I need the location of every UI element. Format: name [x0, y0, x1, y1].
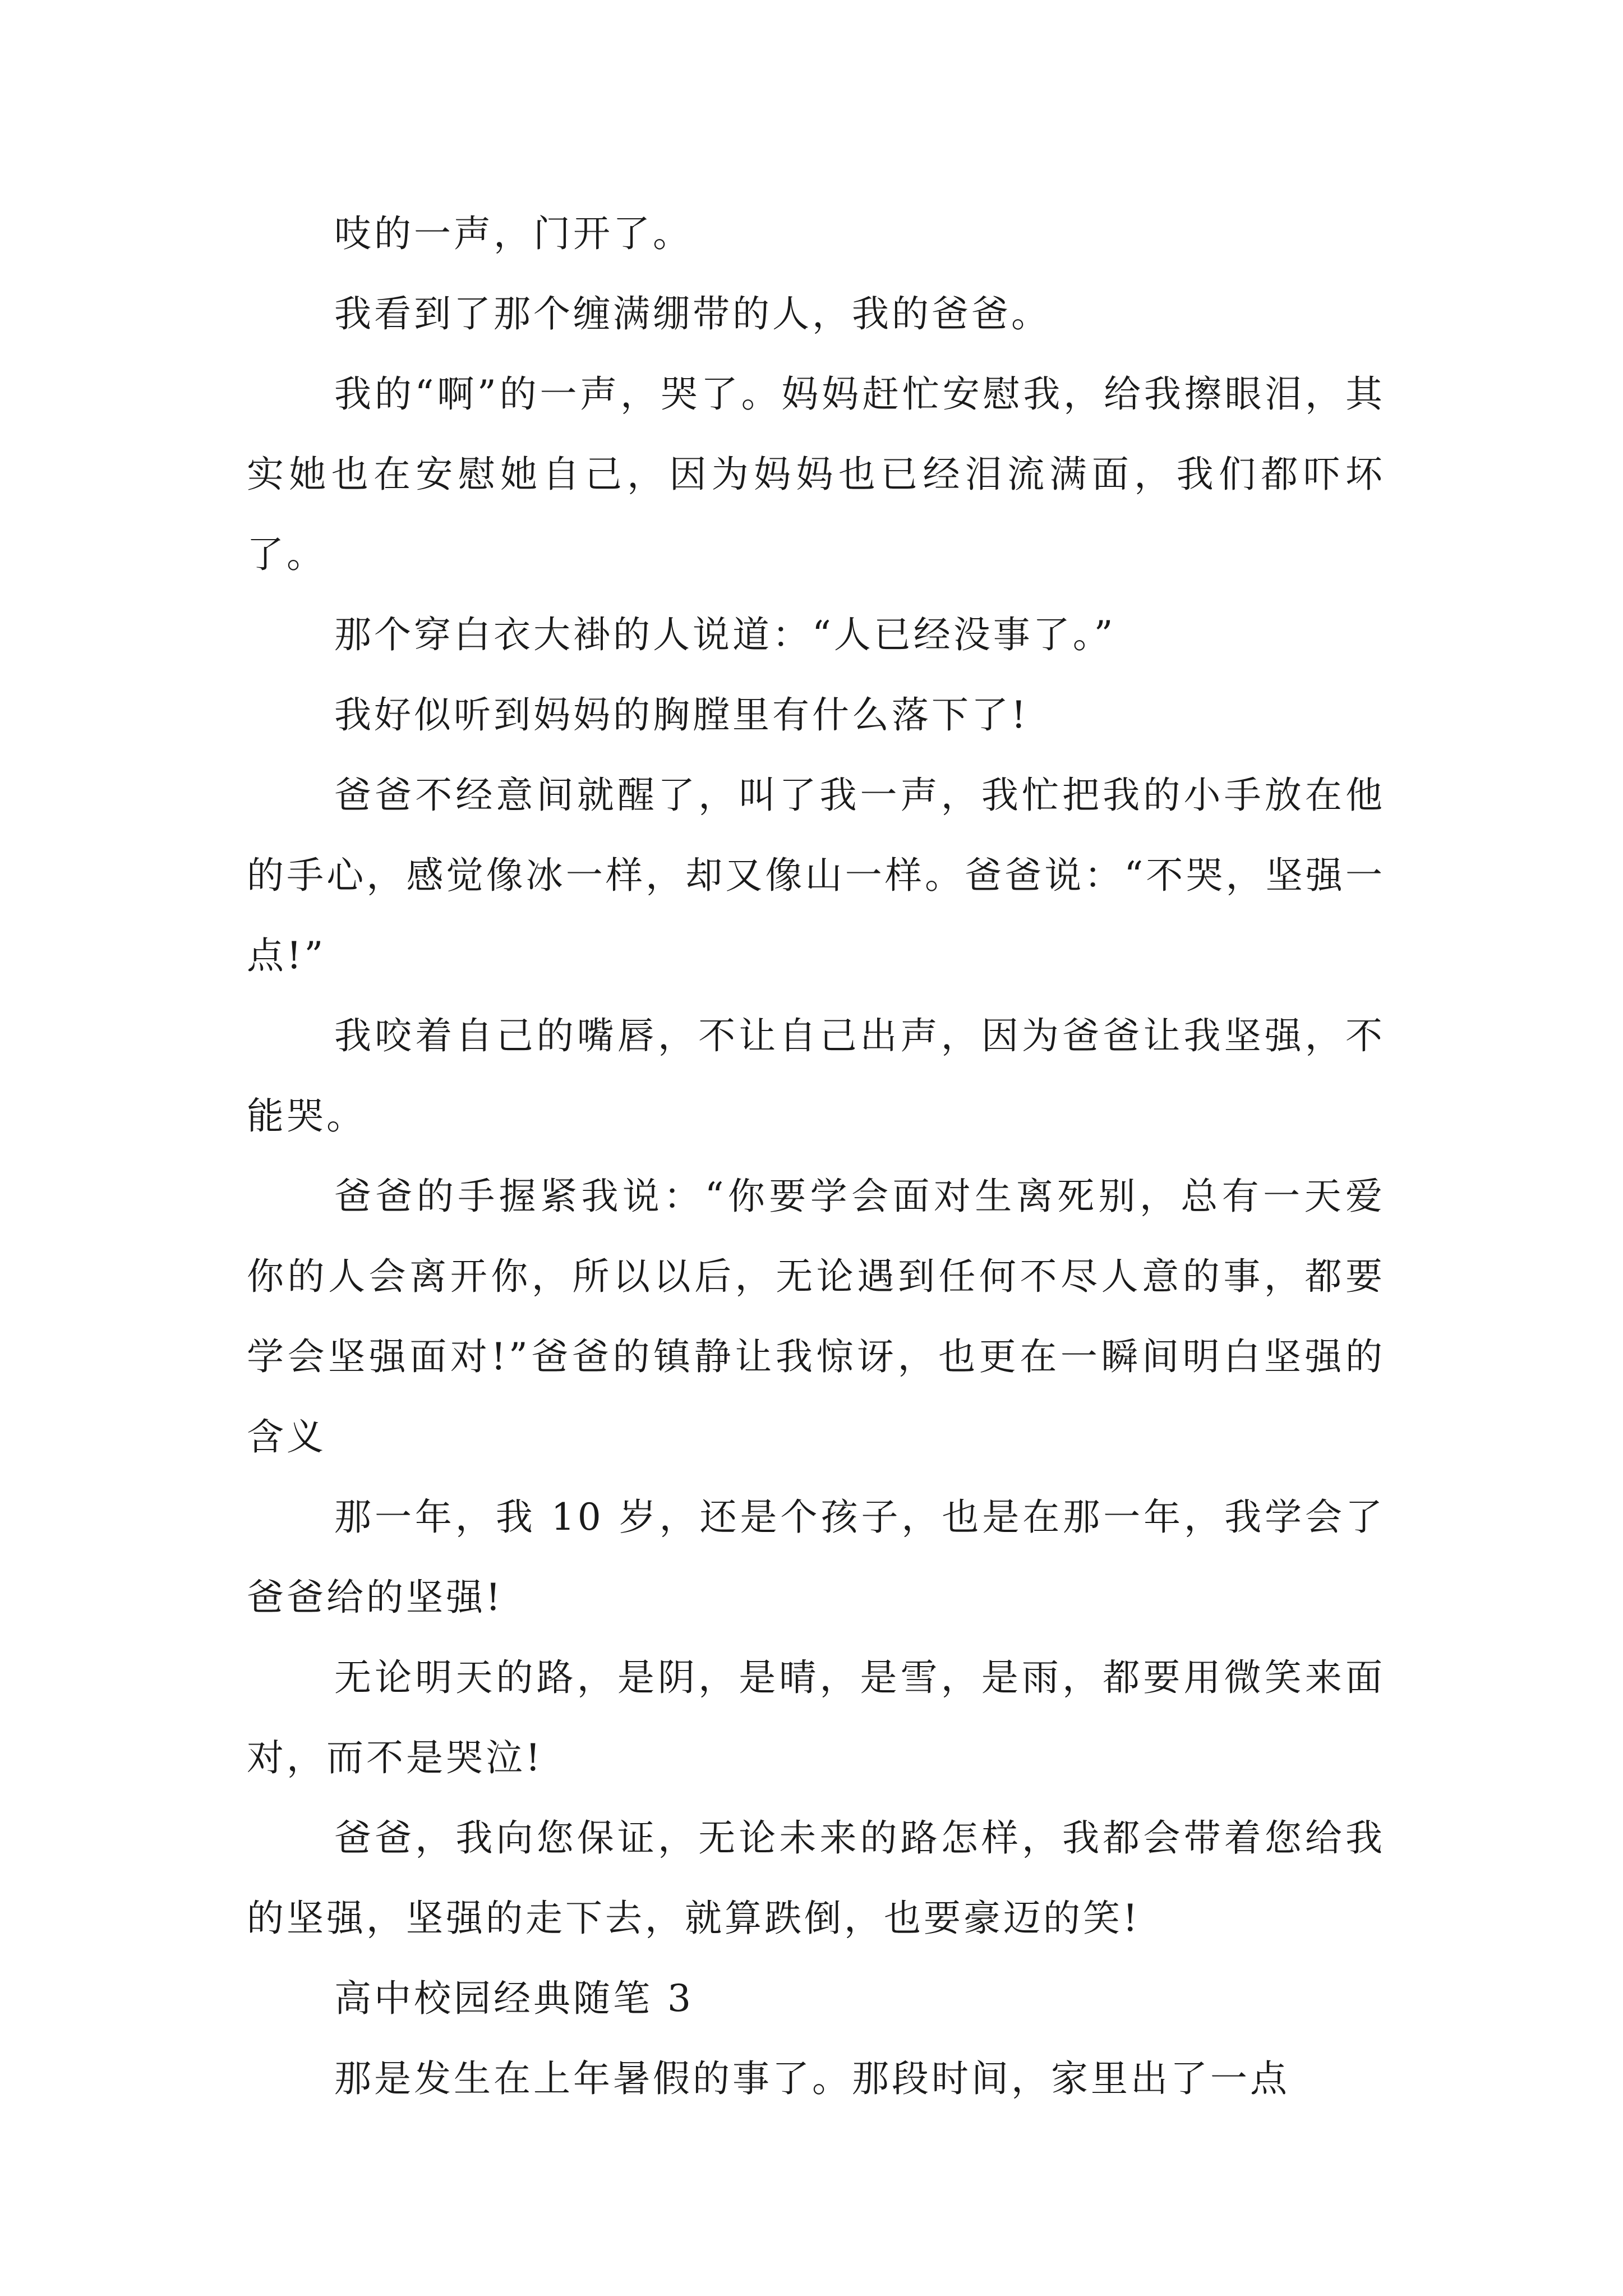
document-body — [247, 194, 1385, 2119]
paragraph-age-ten: 那一年，我 10 岁，还是个孩子，也是在那一年，我学会了爸爸给的坚强! — [247, 1496, 1385, 1619]
paragraph-face-with-smile: 无论明天的路，是阴，是晴，是雪，是雨，都要用微笑来面对，而不是哭泣! — [247, 1656, 1385, 1779]
paragraph-promise: 爸爸，我向您保证，无论未来的路怎样，我都会带着您给我的坚强，坚强的走下去，就算跌倒，也要豪迈的笑! — [247, 1816, 1385, 1940]
paragraph-bit-lip: 我咬着自己的嘴唇，不让自己出声，因为爸爸让我坚强，不能哭。 — [247, 1014, 1385, 1138]
paragraph-door-opened: 吱的一声，门开了。 — [334, 212, 693, 255]
paragraph-cried: 我的“啊”的一声，哭了。妈妈赶忙安慰我，给我擦眼泪，其实她也在安慰她自己，因为妈妈也已经泪流满面，我们都吓坏了。 — [247, 372, 1385, 576]
section-heading: 高中校园经典随笔 3 — [334, 1977, 694, 2020]
paragraph-father-advice: 爸爸的手握紧我说：“你要学会面对生离死别，总有一天爱你的人会离开你，所以以后，无论遇到任何不尽人意的事，都要学会坚强面对!”爸爸的镇静让我惊讶，也更在一瞬间明白坚强的含义 — [247, 1175, 1385, 1458]
paragraph-relief: 我好似听到妈妈的胸膛里有什么落下了! — [334, 693, 1029, 737]
paragraph-summer-holiday: 那是发生在上年暑假的事了。那段时间，家里出了一点 — [334, 2057, 1290, 2100]
paragraph-saw-father: 我看到了那个缠满绷带的人，我的爸爸。 — [334, 292, 1051, 335]
paragraph-doctor-said: 那个穿白衣大褂的人说道：“人已经没事了。” — [334, 613, 1116, 656]
paragraph-father-woke: 爸爸不经意间就醒了，叫了我一声，我忙把我的小手放在他的手心，感觉像冰一样，却又像山一样。爸爸说：“不哭，坚强一点!” — [247, 774, 1385, 977]
